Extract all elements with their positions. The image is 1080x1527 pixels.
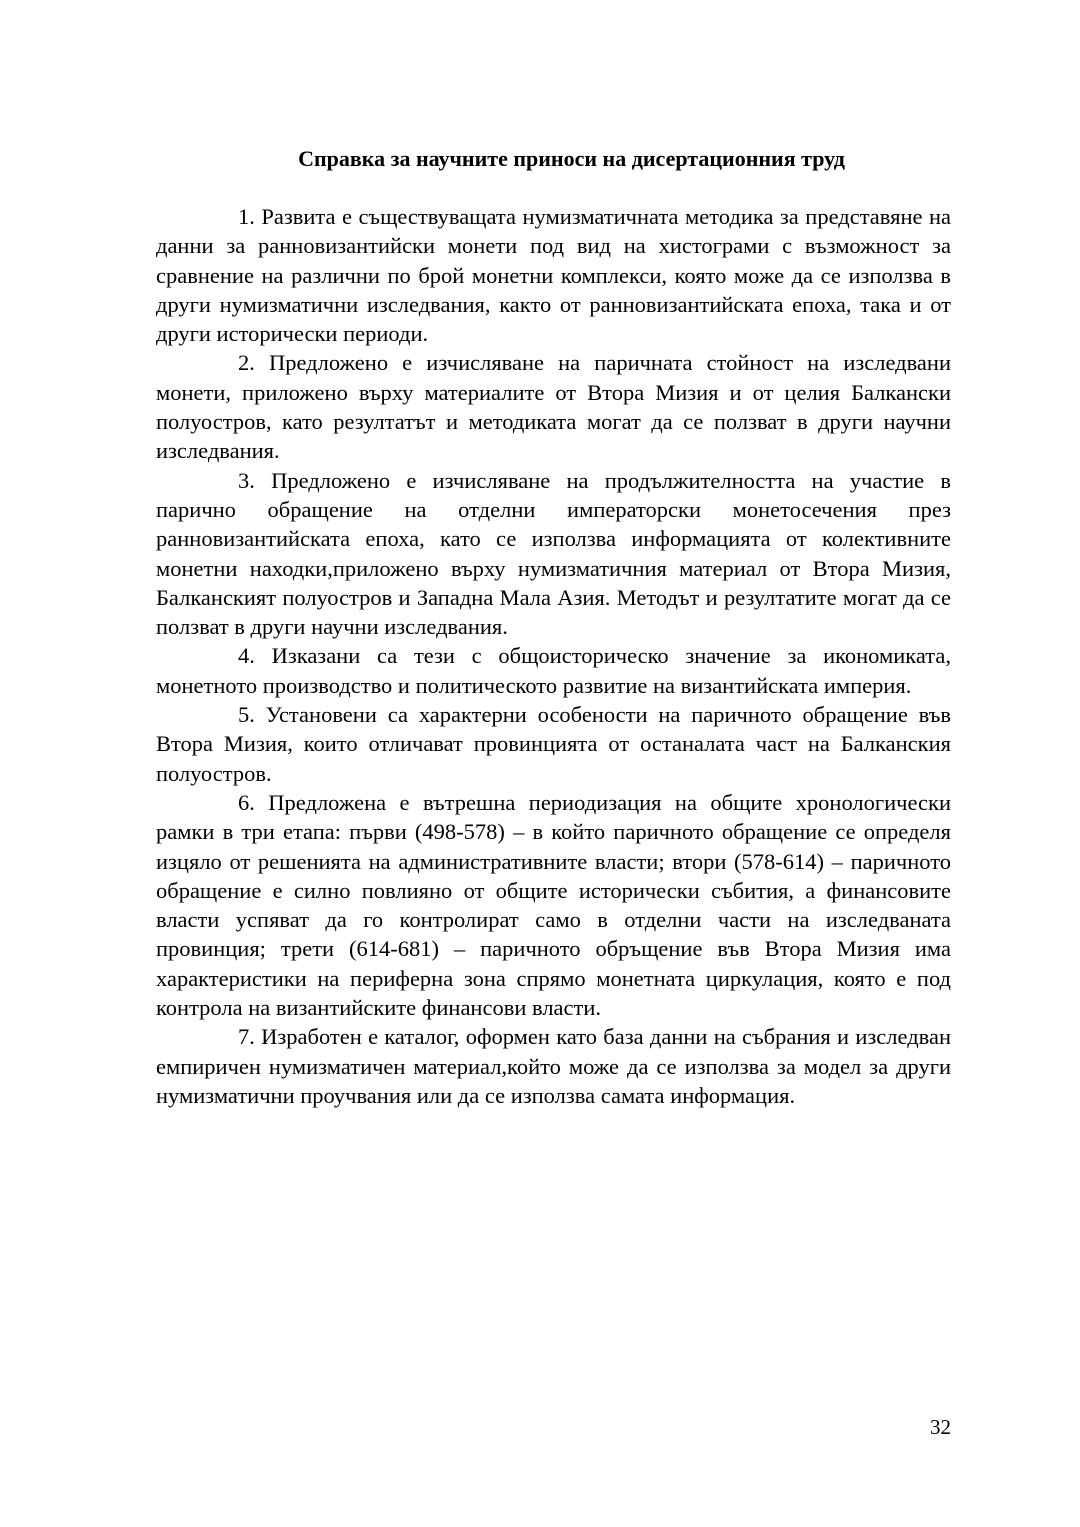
contribution-item-3: 3. Предложено е изчисляване на продължителността на участие в парично обращение на отделни императорски монетосечения през ранновизантийската епоха, като се използва информацията от колективните монетни находки,приложено върху нумизматичния материал от Втора Мизия, Балканският полуостров и Западна Мала Азия. Методът и резултатите могат да се ползват в други научни изследвания. xyxy=(156,467,951,640)
contributions-list xyxy=(156,202,951,1110)
contribution-item-2: 2. Предложено е изчисляване на паричната стойност на изследвани монети, приложено върху материалите от Втора Мизия и от целия Балкански полуостров, като резултатът и методиката могат да се ползват в други научни изследвания. xyxy=(156,350,951,464)
page-number: 32 xyxy=(930,1415,951,1439)
contribution-item-7: 7. Изработен е каталог, оформен като база данни на събрания и изследван емпиричен нумизматичен материал,който може да се използва за модел за други нумизматични проучвания или да се използва самата информация. xyxy=(156,1024,951,1108)
page-title: Справка за научните приноси на дисертационния труд xyxy=(298,146,845,171)
contribution-item-5: 5. Установени са характерни особености на паричното обращение във Втора Мизия, които отличават провинцията от останалата част на Балканския полуостров. xyxy=(156,702,951,786)
contribution-item-4: 4. Изказани са тези с общоисторическо значение за икономиката, монетното производство и политическото развитие на византийската империя. xyxy=(156,643,951,698)
contribution-item-1: 1. Развита е съществуващата нумизматичната методика за представяне на данни за ранновизантийски монети под вид на хистограми с възможност за сравнение на различни по брой монетни комплекси, която може да се използва в други нумизматични изследвания, както от ранновизантийската епоха, така и от други исторически периоди. xyxy=(156,204,951,347)
contribution-item-6: 6. Предложена е вътрешна периодизация на общите хронологически рамки в три етапа: първи (498-578) – в който паричното обращение се определя изцяло от решенията на административните власти; втори (578-614) – паричното обращение е силно повлияно от общите исторически събития, а финансовите власти успяват да го контролират само в отделни части на изследваната провинция; трети (614-681) – паричното обръщение във Втора Мизия има характеристики на периферна зона спрямо монетната циркулация, която е под контрола на византийските финансови власти. xyxy=(156,789,951,1021)
